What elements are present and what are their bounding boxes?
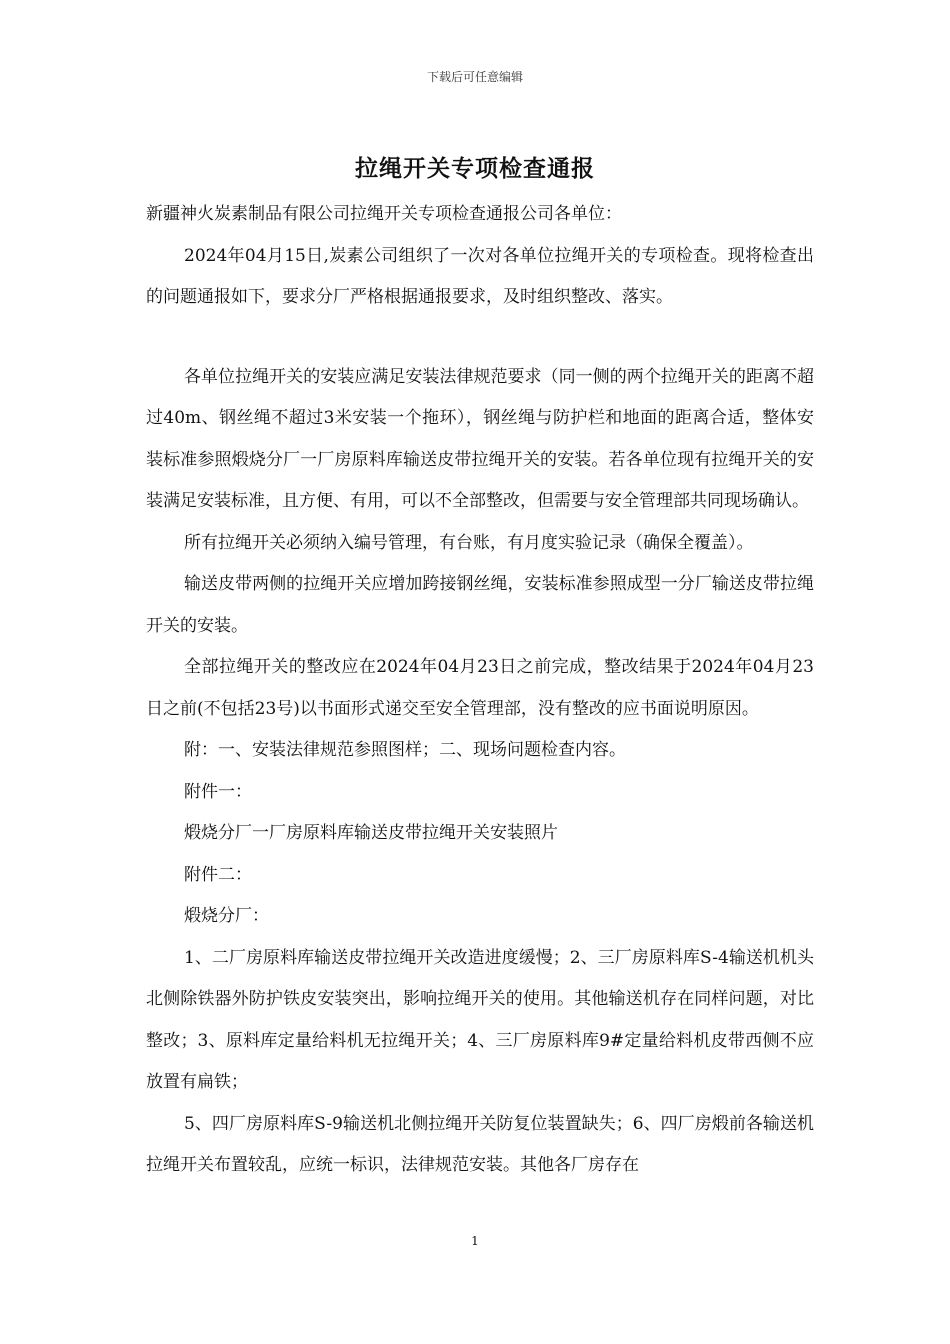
issue-list-1: 1、二厂房原料库输送皮带拉绳开关改造进度缓慢；2、三厂房原料库S-4输送机机头北侧除铁器外防护铁皮安装突出，影响拉绳开关的使用。其他输送机存在同样问题，对比整改；3、原料库定量给料机无拉绳开关；4、三厂房原料库9#定量给料机皮带西侧不应放置有扁铁；: [146, 947, 814, 1092]
paragraph-intro: 2024年04月15日,炭素公司组织了一次对各单位拉绳开关的专项检查。现将检查出的问题通报如下，要求分厂严格根据通报要求，及时组织整改、落实。: [146, 245, 814, 307]
document-body: [146, 194, 814, 1187]
attachment-one-caption: 煅烧分厂一厂房原料库输送皮带拉绳开关安装照片: [184, 823, 558, 843]
addressee-line: 新疆神火炭素制品有限公司拉绳开关专项检查通报公司各单位：: [146, 204, 622, 224]
paragraph-cross-wire: 输送皮带两侧的拉绳开关应增加跨接钢丝绳，安装标准参照成型一分厂输送皮带拉绳开关的安装。: [146, 574, 814, 636]
paragraph-gap: [146, 319, 814, 357]
page-number: 1: [471, 1234, 479, 1248]
document-title: 拉绳开关专项检查通报: [355, 155, 595, 182]
section-calcining-plant: 煅烧分厂：: [184, 906, 269, 926]
attachment-one-heading: 附件一：: [184, 781, 252, 802]
paragraph-numbering: 所有拉绳开关必须纳入编号管理，有台账，有月度实验记录（确保全覆盖）。: [184, 532, 754, 553]
paragraph-deadline: 全部拉绳开关的整改应在2024年04月23日之前完成，整改结果于2024年04月23日之前(不包括23号)以书面形式递交至安全管理部，没有整改的应书面说明原因。: [146, 657, 814, 719]
header-note: 下载后可任意编辑: [426, 70, 523, 84]
attachment-two-heading: 附件二：: [184, 864, 252, 885]
paragraph-attachments: 附：一、安装法律规范参照图样；二、现场问题检查内容。: [184, 740, 626, 760]
issue-list-2: 5、四厂房原料库S-9输送机北侧拉绳开关防复位装置缺失；6、四厂房煅前各输送机拉绳开关布置较乱，应统一标识，法律规范安装。其他各厂房存在: [146, 1113, 814, 1175]
paragraph-install-requirement: 各单位拉绳开关的安装应满足安装法律规范要求（同一侧的两个拉绳开关的距离不超过40m、钢丝绳不超过3米安装一个拖环），钢丝绳与防护栏和地面的距离合适，整体安装标准参照煅烧分厂一厂房原料库输送皮带拉绳开关的安装。若各单位现有拉绳开关的安装满足安装标准，且方便、有用，可以不全部整改，但需要与安全管理部共同现场确认。: [146, 366, 814, 511]
